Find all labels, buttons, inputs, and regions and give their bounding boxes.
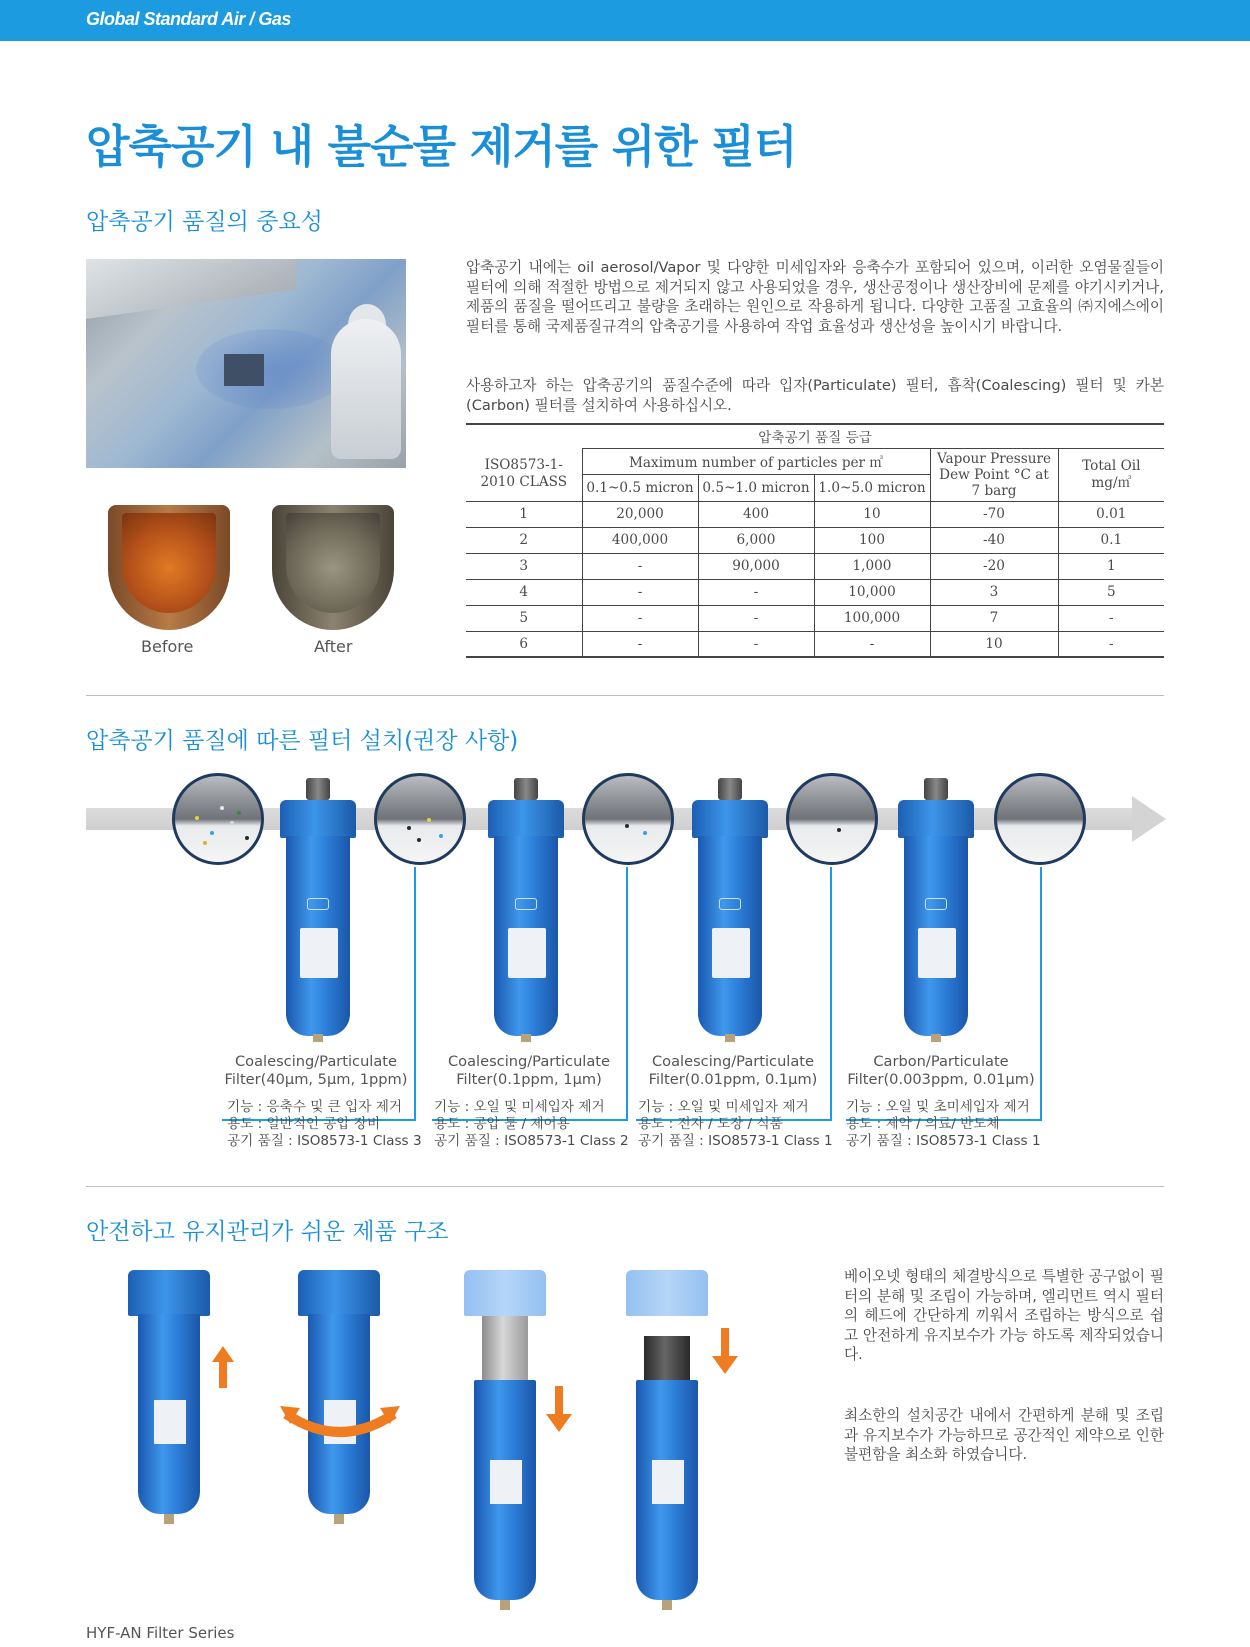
table-cell: -40	[930, 527, 1058, 553]
filter-installation-diagram	[0, 770, 1250, 1150]
filter-name-2	[434, 1053, 624, 1089]
table-header-class: ISO8573-1-2010 CLASS	[466, 448, 582, 501]
table-header-oil-unit: mg/㎥	[1091, 474, 1132, 491]
table-cell: -	[698, 631, 814, 657]
section-heading-quality: 압축공기 품질의 중요성	[86, 209, 323, 235]
intro-paragraph: 압축공기 내에는 oil aerosol/Vapor 및 다양한 미세입자와 응축수가 포함되어 있으며, 이러한 오염물질들이 필터에 의해 적절한 방법으로 제거되지 않고 사용되었을 경우, 생산공정이나 생산장비에 문제를 야기시키거나, 제품의 품질을 떨어뜨리고 불량을 초래하는 원인으로 작용하게 됩니다. 다양한 고품질 고효율의 ㈜지에스에이 필터를 통해 국제품질규격의 압축공기를 사용하여 작업 효율성과 생산성을 높이시기 바랍니다.	[466, 259, 1164, 335]
table-cell: 5	[466, 605, 582, 631]
brand-tagline: Global Standard Air / Gas	[86, 9, 291, 29]
filter-use: 용도 : 일반적인 공압 장비	[227, 1116, 381, 1132]
filter-name-line: Coalescing/Particulate	[447, 1053, 611, 1070]
filter-spec-line: Filter(0.01ppm, 0.1μm)	[648, 1071, 818, 1088]
table-row	[466, 501, 1164, 527]
filter-element-insert-figure	[626, 1270, 708, 1615]
filter-function: 기능 : 오일 및 초미세입자 제거	[846, 1099, 1030, 1115]
section-heading-structure: 안전하고 유지관리가 쉬운 제품 구조	[86, 1219, 449, 1245]
leader-line	[414, 867, 416, 1120]
table-cell: 4	[466, 579, 582, 605]
leader-line	[830, 867, 832, 1120]
filter-name-3	[638, 1053, 828, 1089]
table-cell: 100,000	[814, 605, 930, 631]
header-bar	[0, 0, 1250, 41]
arrow-up-icon	[212, 1346, 234, 1388]
contamination-bubble	[172, 773, 264, 865]
table-cell: 400	[698, 501, 814, 527]
table-row	[466, 527, 1164, 553]
filter-use: 용도 : 공압 툴 / 제어용	[434, 1116, 570, 1132]
clean-pipe-image	[272, 505, 394, 630]
table-cell: 0.1	[1058, 527, 1164, 553]
table-cell: 1,000	[814, 553, 930, 579]
table-cell: 10	[930, 631, 1058, 657]
table-subheader: 1.0~5.0 micron	[814, 475, 930, 502]
divider	[86, 1186, 1164, 1187]
filter-name-line: Carbon/Particulate	[873, 1053, 1009, 1070]
filter-desc-4	[846, 1099, 1041, 1150]
rusty-pipe-image	[108, 505, 230, 630]
filter-usage-paragraph: 사용하고자 하는 압축공기의 품질수준에 따라 입자(Particulate) 필터, 흡착(Coalescing) 필터 및 카본(Carbon) 필터를 설치하여 사용하십시오.	[466, 377, 1164, 414]
table-header-vapour: Vapour Pressure Dew Point °C at 7 barg	[930, 448, 1058, 501]
filter-quality: 공기 품질 : ISO8573-1 Class 1	[846, 1133, 1041, 1149]
table-cell: 1	[1058, 553, 1164, 579]
section-heading-installation: 압축공기 품질에 따른 필터 설치(권장 사항)	[86, 728, 519, 754]
caption-before: Before	[141, 637, 194, 656]
table-cell: -	[814, 631, 930, 657]
table-cell: -	[582, 553, 698, 579]
table-cell: -	[582, 605, 698, 631]
filter-quality: 공기 품질 : ISO8573-1 Class 2	[434, 1133, 629, 1149]
filter-name-1	[221, 1053, 411, 1089]
table-cell: 0.01	[1058, 501, 1164, 527]
table-cell: -	[582, 579, 698, 605]
filter-assembled-figure	[128, 1270, 210, 1530]
filter-quality: 공기 품질 : ISO8573-1 Class 1	[638, 1133, 833, 1149]
table-cell: 6,000	[698, 527, 814, 553]
table-cell: 20,000	[582, 501, 698, 527]
table-subheader: 0.1~0.5 micron	[582, 475, 698, 502]
table-cell: -20	[930, 553, 1058, 579]
filter-name-line: Coalescing/Particulate	[651, 1053, 815, 1070]
table-cell: 3	[466, 553, 582, 579]
table-cell: -	[698, 579, 814, 605]
page-title: 압축공기 내 불순물 제거를 위한 필터	[86, 120, 797, 173]
air-quality-table	[466, 423, 1164, 658]
table-row	[466, 553, 1164, 579]
table-cell: 100	[814, 527, 930, 553]
filter-quality: 공기 품질 : ISO8573-1 Class 3	[227, 1133, 422, 1149]
table-subheader: 0.5~1.0 micron	[698, 475, 814, 502]
filter-function: 기능 : 응축수 및 큰 입자 제거	[227, 1099, 402, 1115]
leader-line	[1040, 867, 1042, 1120]
filter-spec-line: Filter(0.1ppm, 1μm)	[456, 1071, 602, 1088]
filter-use: 용도 : 전자 / 도장 / 식품	[638, 1116, 783, 1132]
airflow-arrow-icon	[1132, 796, 1166, 842]
table-row	[466, 631, 1164, 657]
filter-desc-3	[638, 1099, 833, 1150]
filter-unit-3	[692, 778, 768, 1040]
contamination-bubble	[374, 773, 466, 865]
structure-paragraph-1: 베이오넷 형태의 체결방식으로 특별한 공구없이 필터의 분해 및 조립이 가능하며, 엘리먼트 역시 필터의 헤드에 간단하게 끼워서 조립하는 방식으로 쉽고 안전하게 유지보수가 가능 하도록 제작되었습니다.	[844, 1268, 1164, 1363]
arrow-down-icon	[546, 1386, 572, 1432]
table-cell: 6	[466, 631, 582, 657]
table-cell: 3	[930, 579, 1058, 605]
divider	[86, 695, 1164, 696]
table-cell: 2	[466, 527, 582, 553]
filter-unit-2	[488, 778, 564, 1040]
table-cell: 10	[814, 501, 930, 527]
contamination-bubble	[582, 773, 674, 865]
table-cell: -	[582, 631, 698, 657]
structure-paragraph-2: 최소한의 설치공간 내에서 간편하게 분해 및 조립과 유지보수가 가능하므로 공간적인 제약으로 인한 불편함을 최소화 하였습니다.	[844, 1407, 1164, 1463]
table-row	[466, 579, 1164, 605]
filter-desc-2	[434, 1099, 629, 1150]
footer-series-label: HYF-AN Filter Series	[86, 1624, 235, 1642]
table-header-oil	[1058, 448, 1164, 501]
clean-air-bubble	[994, 773, 1086, 865]
rotate-arrow-icon	[280, 1400, 400, 1444]
filter-use: 용도 : 제약 / 의료/ 반도체	[846, 1116, 1000, 1132]
contamination-bubble	[786, 773, 878, 865]
filter-spec-line: Filter(0.003ppm, 0.01μm)	[847, 1071, 1035, 1088]
filter-open-element-figure	[464, 1270, 546, 1615]
table-row	[466, 605, 1164, 631]
arrow-down-icon	[712, 1328, 738, 1374]
table-header-oil-label: Total Oil	[1082, 457, 1141, 474]
table-group-header: 압축공기 품질 등급	[466, 424, 1164, 448]
table-cell: 10,000	[814, 579, 930, 605]
filter-unit-1	[280, 778, 356, 1040]
spray-painting-photo	[86, 259, 406, 468]
filter-function: 기능 : 오일 및 미세입자 제거	[434, 1099, 605, 1115]
filter-function: 기능 : 오일 및 미세입자 제거	[638, 1099, 809, 1115]
table-cell: -	[1058, 631, 1164, 657]
filter-name-4	[846, 1053, 1036, 1089]
filter-unit-4	[898, 778, 974, 1040]
filter-desc-1	[227, 1099, 422, 1150]
filter-spec-line: Filter(40μm, 5μm, 1ppm)	[224, 1071, 408, 1088]
table-cell: -	[698, 605, 814, 631]
filter-name-line: Coalescing/Particulate	[234, 1053, 398, 1070]
table-cell: 90,000	[698, 553, 814, 579]
table-cell: 7	[930, 605, 1058, 631]
table-cell: 5	[1058, 579, 1164, 605]
table-cell: 1	[466, 501, 582, 527]
table-header-particles: Maximum number of particles per ㎥	[582, 448, 930, 475]
table-cell: 400,000	[582, 527, 698, 553]
leader-line	[626, 867, 628, 1120]
table-cell: -	[1058, 605, 1164, 631]
caption-after: After	[314, 637, 353, 656]
table-cell: -70	[930, 501, 1058, 527]
